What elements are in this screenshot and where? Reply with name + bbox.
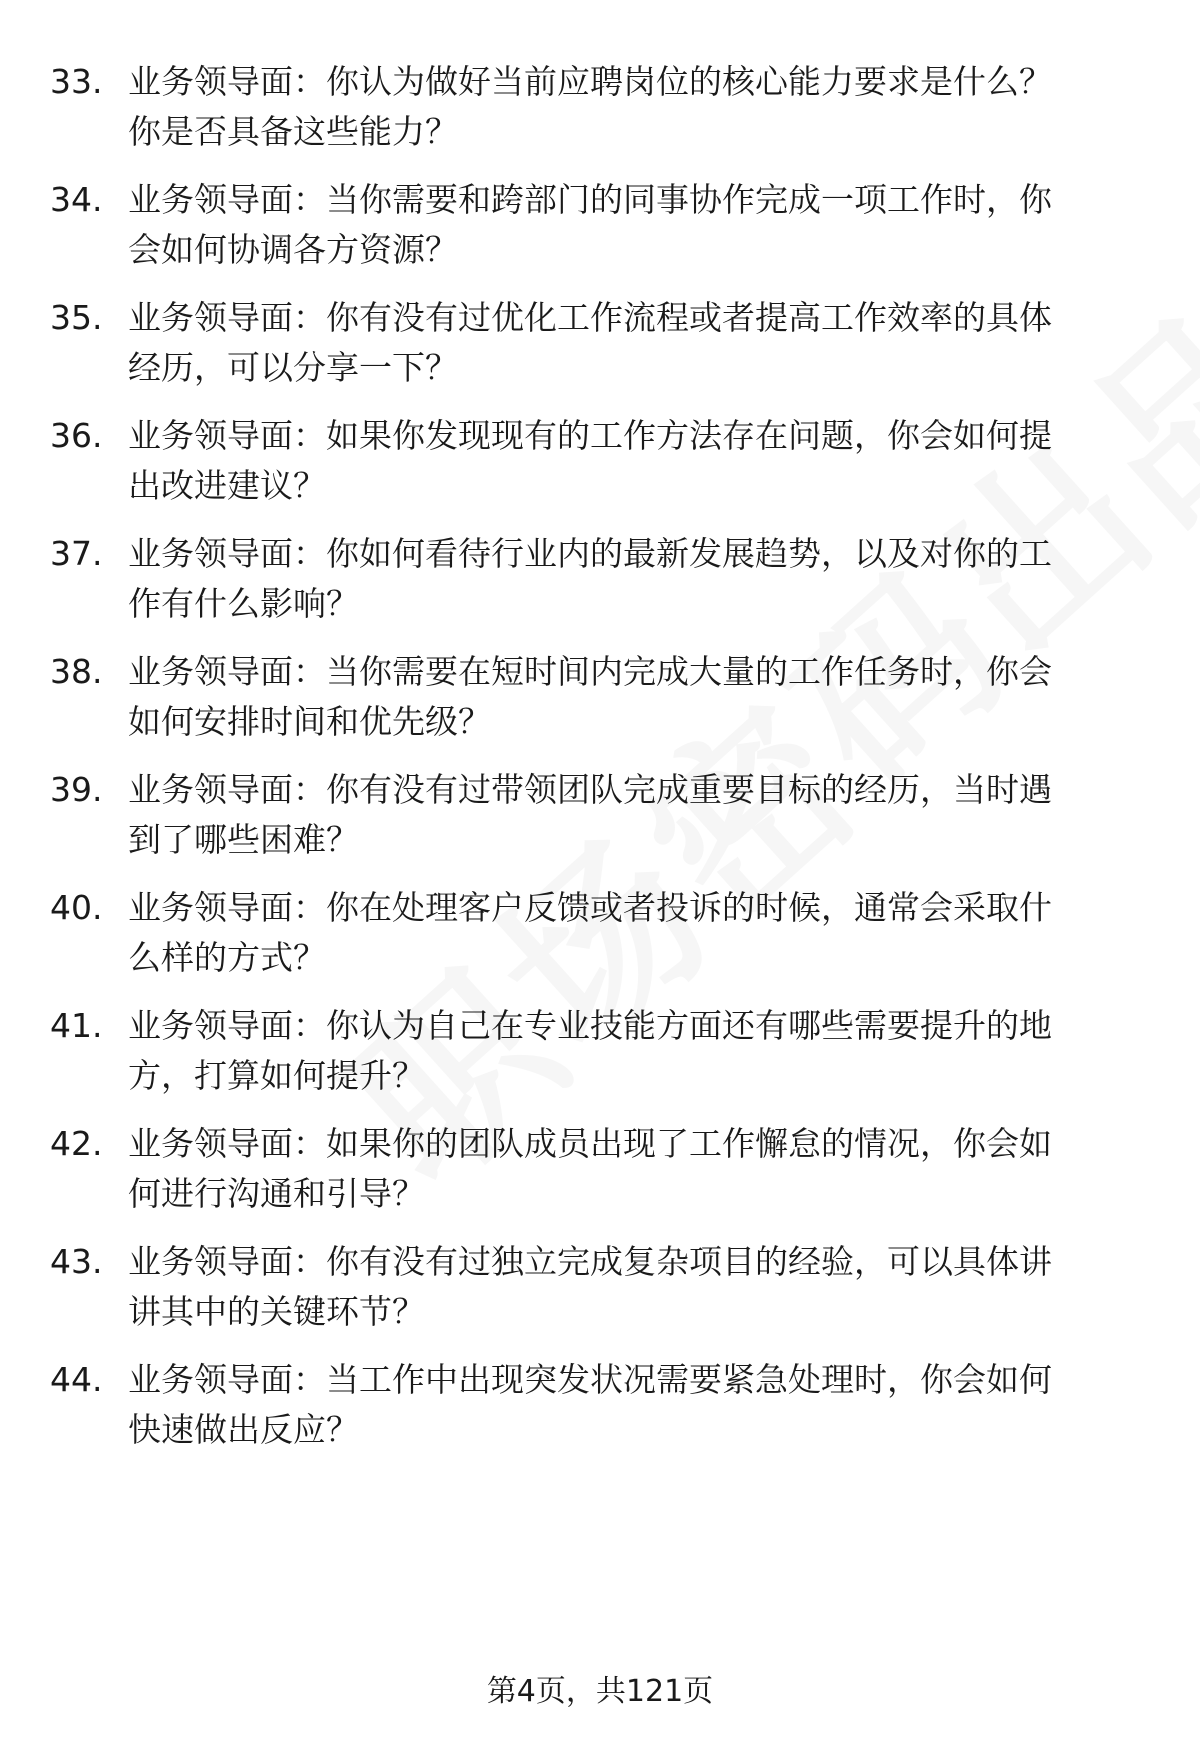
item-text-line: 讲其中的关键环节？ (128, 1292, 425, 1331)
item-text-line: 业务领导面：当你需要和跨部门的同事协作完成一项工作时，你 (128, 180, 1052, 219)
item-text-line: 业务领导面：当你需要在短时间内完成大量的工作任务时，你会 (128, 652, 1052, 691)
item-number: 43. (50, 1242, 103, 1281)
item-text-line: 如何安排时间和优先级？ (128, 702, 491, 741)
item-text-line: 业务领导面：你有没有过带领团队完成重要目标的经历，当时遇 (128, 770, 1052, 809)
item-text (128, 765, 1188, 865)
page-number: 第4页，共121页 (486, 1674, 714, 1709)
item-text (128, 1001, 1188, 1101)
item-text (128, 1355, 1188, 1455)
item-text-line: 到了哪些困难？ (128, 820, 359, 859)
item-text-line: 快速做出反应？ (128, 1410, 359, 1449)
item-text-line: 会如何协调各方资源？ (128, 230, 458, 269)
item-text-line: 业务领导面：你认为做好当前应聘岗位的核心能力要求是什么？ (128, 62, 1052, 101)
item-number: 42. (50, 1124, 103, 1163)
item-text-line: 业务领导面：当工作中出现突发状况需要紧急处理时，你会如何 (128, 1360, 1052, 1399)
item-text-line: 业务领导面：如果你的团队成员出现了工作懈怠的情况，你会如 (128, 1124, 1052, 1163)
item-text (128, 293, 1188, 393)
item-text-line: 何进行沟通和引导？ (128, 1174, 425, 1213)
item-text-line: 你是否具备这些能力？ (128, 112, 458, 151)
item-text-line: 业务领导面：你有没有过独立完成复杂项目的经验，可以具体讲 (128, 1242, 1052, 1281)
item-text (128, 1237, 1188, 1337)
item-number: 34. (50, 180, 103, 219)
item-number: 39. (50, 770, 103, 809)
item-text-line: 方，打算如何提升？ (128, 1056, 425, 1095)
item-text-line: 业务领导面：你如何看待行业内的最新发展趋势，以及对你的工 (128, 534, 1052, 573)
item-text (128, 1119, 1188, 1219)
item-text (128, 883, 1188, 983)
item-text-line: 业务领导面：你在处理客户反馈或者投诉的时候，通常会采取什 (128, 888, 1052, 927)
item-number: 37. (50, 534, 103, 573)
item-text (128, 647, 1188, 747)
item-text-line: 经历，可以分享一下？ (128, 348, 458, 387)
item-text (128, 175, 1188, 275)
item-number: 40. (50, 888, 103, 927)
item-number: 35. (50, 298, 103, 337)
item-text (128, 57, 1188, 157)
item-text-line: 作有什么影响？ (128, 584, 359, 623)
item-text-line: 业务领导面：如果你发现现有的工作方法存在问题，你会如何提 (128, 416, 1052, 455)
item-number: 41. (50, 1006, 103, 1045)
item-text (128, 529, 1188, 629)
item-number: 38. (50, 652, 103, 691)
item-number: 33. (50, 62, 103, 101)
item-text-line: 么样的方式？ (128, 938, 326, 977)
item-text-line: 出改进建议？ (128, 466, 326, 505)
item-number: 44. (50, 1360, 103, 1399)
item-text-line: 业务领导面：你认为自己在专业技能方面还有哪些需要提升的地 (128, 1006, 1052, 1045)
item-number: 36. (50, 416, 103, 455)
item-text (128, 411, 1188, 511)
item-text-line: 业务领导面：你有没有过优化工作流程或者提高工作效率的具体 (128, 298, 1052, 337)
